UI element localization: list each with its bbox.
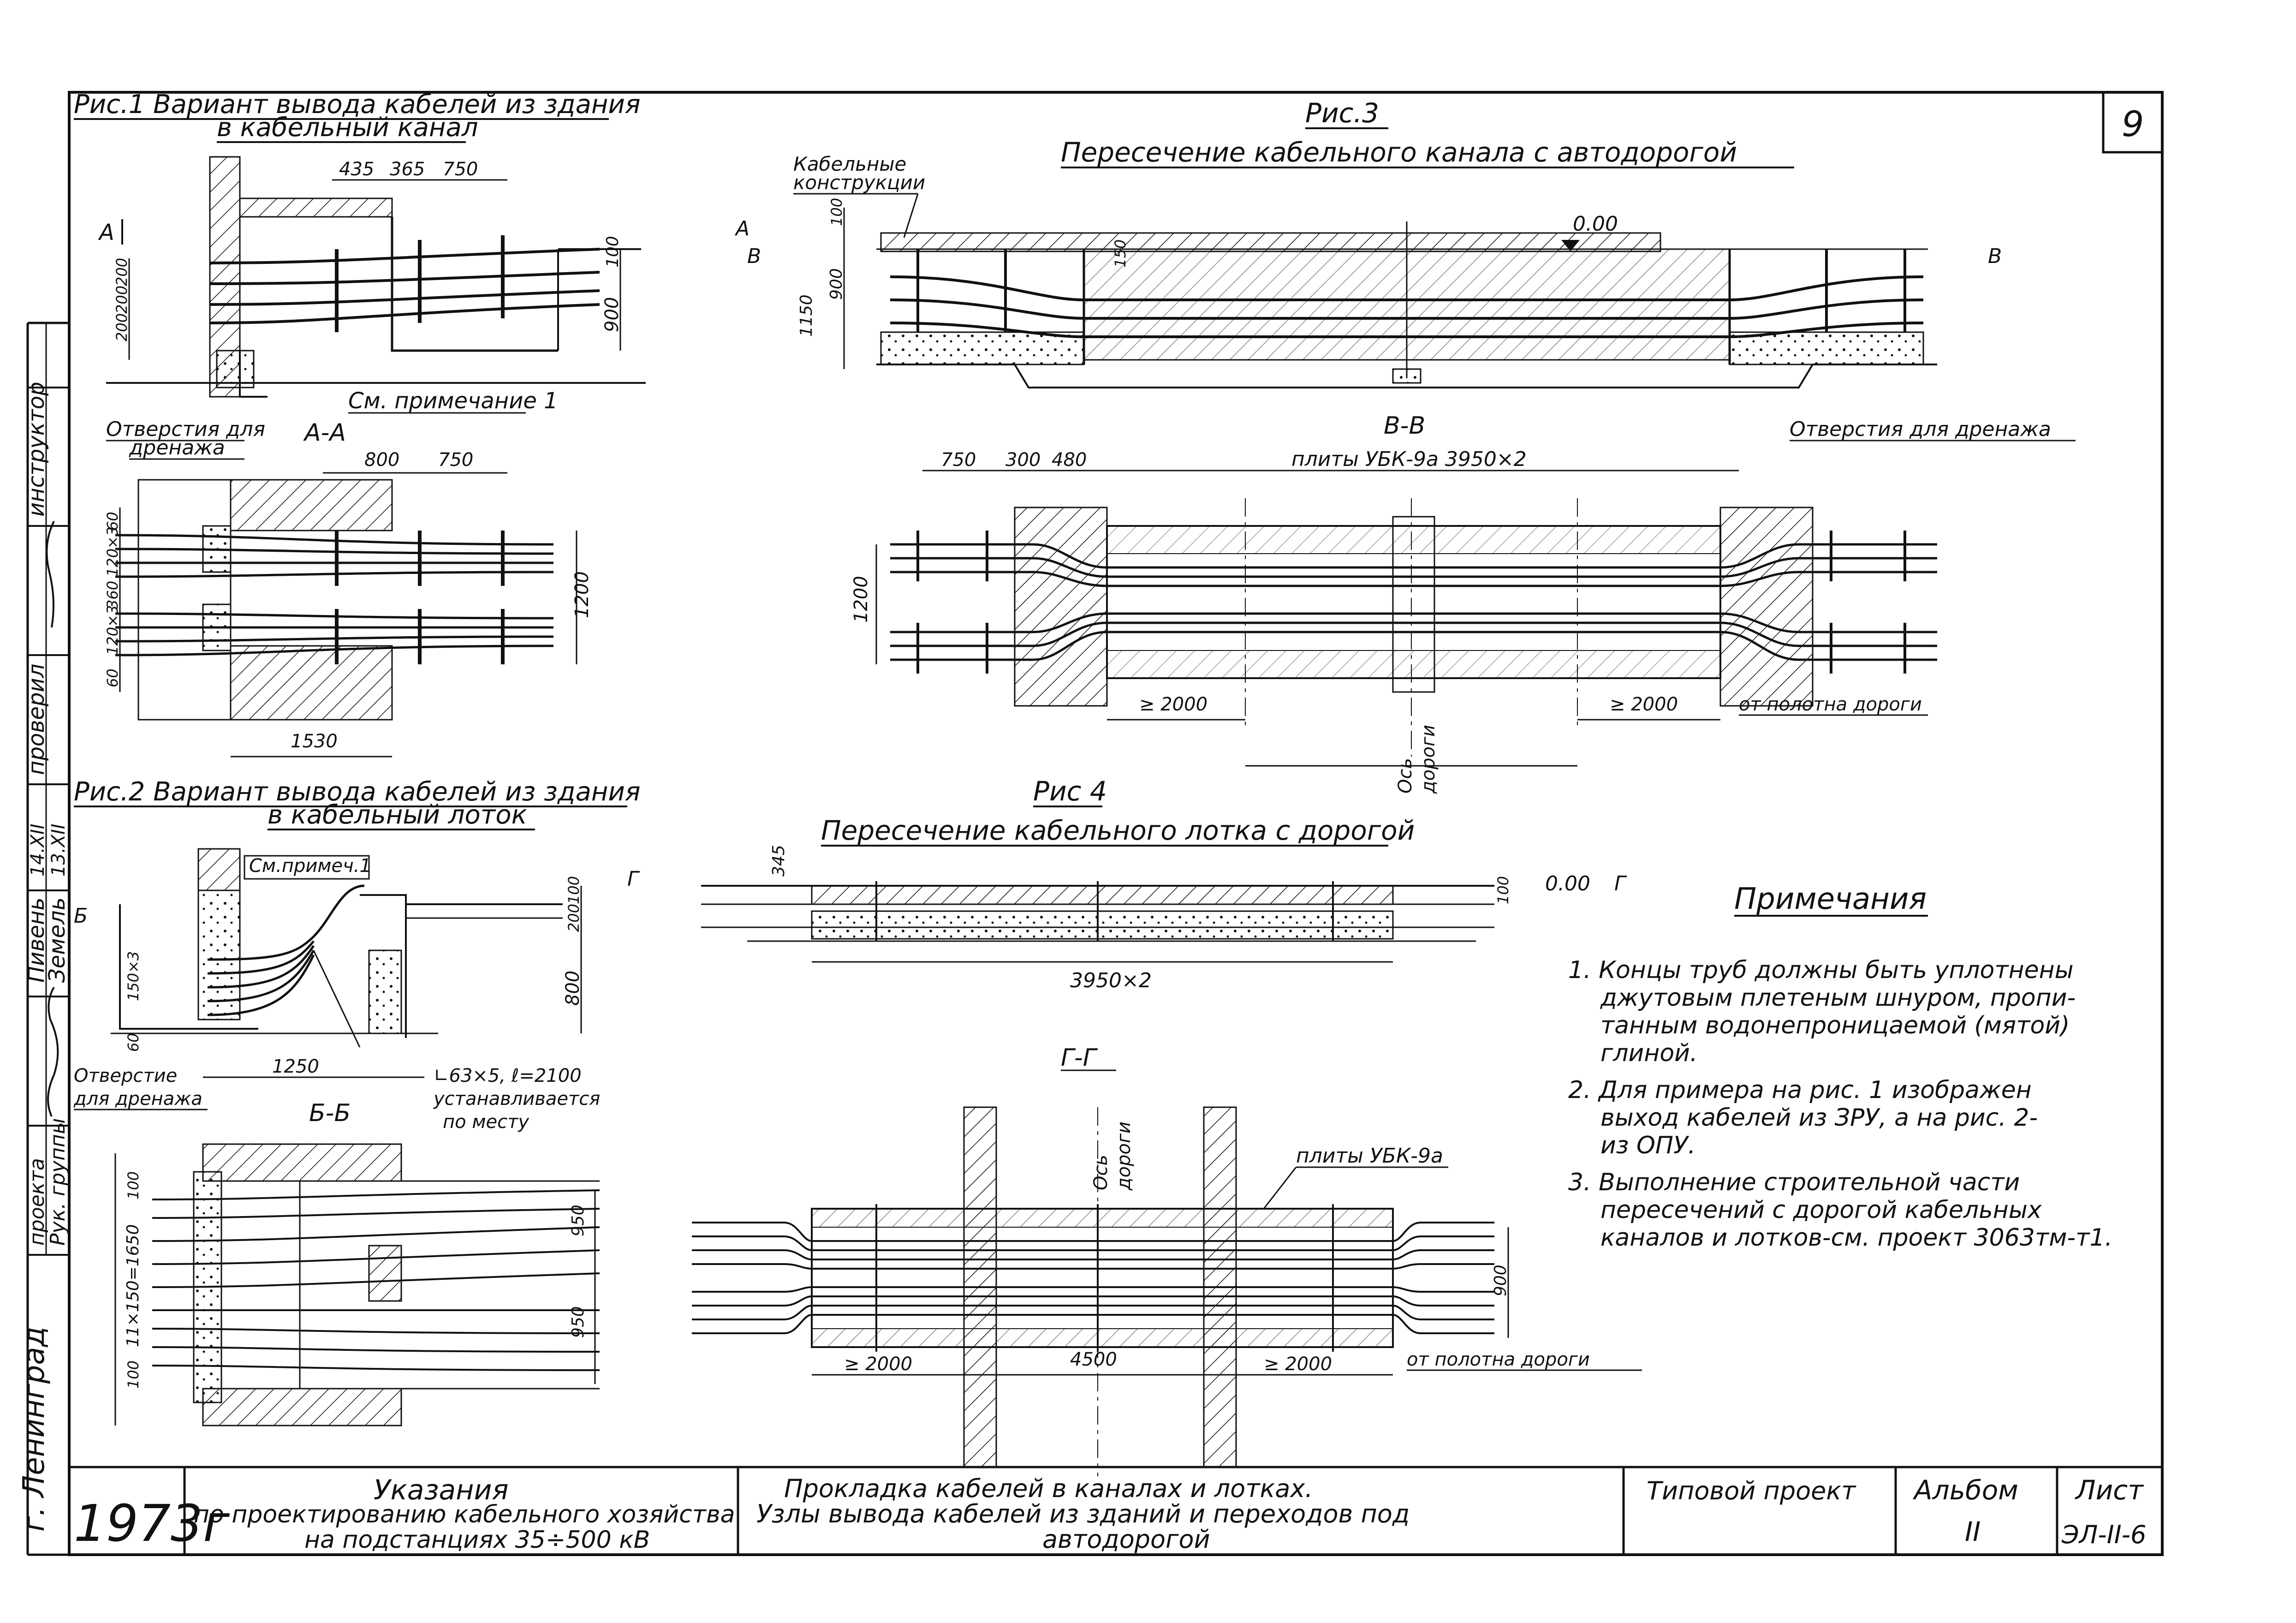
sec-aa-title: А-А: [304, 419, 346, 447]
title-block: [69, 1467, 2162, 1555]
sec-bb-title: Б-Б: [309, 1099, 351, 1127]
stamp-role-2: проекта: [25, 1158, 49, 1246]
fig4-level: 0.00: [1545, 872, 1590, 895]
stamp-role-5: проверил: [24, 663, 49, 775]
fig4-section-g: Г: [1614, 872, 1626, 895]
fig3-title-1: Рис.3: [1305, 97, 1379, 129]
sec-aa-dim-l5: 60: [104, 668, 121, 687]
sec-gg-dim-2000-left: ≥ 2000: [844, 1354, 913, 1375]
tb-album-label: Альбом: [1914, 1474, 2018, 1506]
note-3-line-1: 3. Выполнение строительной части: [1568, 1169, 2020, 1196]
sec-vv-dim-2000-right: ≥ 2000: [1610, 694, 1678, 715]
fig4-title-2: Пересечение кабельного лотка с дорогой: [821, 815, 1415, 846]
fig1-dim-900: 900: [601, 297, 623, 332]
fig3-dim-100: 100: [828, 197, 845, 226]
sec-vv-title: В-В: [1384, 412, 1426, 440]
sec-gg-dim-4500: 4500: [1070, 1349, 1117, 1370]
note-1-line-2: джутовым плетеным шнуром, пропи-: [1600, 984, 2076, 1012]
stamp-role-4: Пивень: [24, 897, 49, 983]
tb-sheet-title-1: Прокладка кабелей в каналах и лотках.: [784, 1474, 1313, 1503]
section-vv: [851, 412, 1937, 794]
signature-1: [47, 521, 54, 627]
fig4-tray-road-crossing: [701, 776, 1627, 992]
note-2-line-1: 2. Для примера на рис. 1 изображен: [1568, 1076, 2032, 1104]
sec-aa-dim-1200: 1200: [571, 571, 593, 618]
fig1-drain-1: Отверстия для: [106, 418, 266, 441]
side-stamp: [17, 323, 70, 1532]
tb-sheet-title-2: Узлы вывода кабелей из зданий и переходов под: [756, 1499, 1410, 1528]
fig2-section-g: Г: [627, 867, 639, 891]
sec-vv-dim-750: 750: [941, 449, 976, 471]
fig3-constructions-2: конструкции: [793, 171, 926, 194]
tb-sheet-label: Лист: [2076, 1474, 2143, 1506]
fig1-dim-l3: 200: [113, 313, 131, 341]
fig2-angle-2: устанавливается: [434, 1088, 601, 1110]
fig2-angle-3: по месту: [443, 1111, 529, 1133]
tb-sheet-title-3: автодорогой: [1042, 1525, 1210, 1554]
sec-gg-title: Г-Г: [1061, 1044, 1096, 1072]
fig4-dim-100: 100: [1494, 876, 1512, 904]
fig3-level: 0.00: [1573, 212, 1618, 236]
fig1-dim-365: 365: [390, 159, 425, 180]
note-1-line-1: 1. Концы труб должны быть уплотнены: [1568, 956, 2074, 984]
fig3-drain: Отверстия для дренажа: [1790, 418, 2051, 441]
fig3-dim-900: 900: [827, 268, 846, 300]
fig4-dim-span: 3950×2: [1070, 969, 1152, 992]
sec-bb-dim-100b: 100: [125, 1360, 142, 1389]
section-gg: [692, 1044, 1642, 1476]
fig4-dim-345: 345: [769, 845, 788, 877]
sec-bb-dim-100a: 100: [125, 1171, 142, 1199]
fig2-drain-2: для дренажа: [74, 1088, 202, 1110]
section-bb: [115, 1099, 600, 1426]
fig4-title-1: Рис 4: [1033, 776, 1107, 807]
sec-aa-dim-l3: 360: [104, 580, 121, 609]
fig2-title-1: Рис.2 Вариант вывода кабелей из здания: [74, 777, 641, 807]
fig2-dim-60: 60: [125, 1033, 142, 1052]
sec-vv-axis-2: дороги: [1418, 724, 1439, 794]
sec-bb-dim-950a: 950: [569, 1205, 588, 1236]
tb-doc-title-1: Указания: [374, 1474, 509, 1506]
tb-doc-title-2: по проектированию кабельного хозяйства: [194, 1501, 735, 1528]
section-aa: [104, 419, 593, 757]
sec-aa-dim-l2: 120×3: [104, 526, 121, 577]
fig2-section-b: Б: [74, 904, 88, 928]
sec-gg-road-edge: от полотна дороги: [1407, 1349, 1590, 1370]
fig2-angle-1: ∟63×5, ℓ=2100: [434, 1065, 582, 1086]
fig3-dim-1150: 1150: [797, 294, 816, 337]
tb-project-type: Типовой проект: [1647, 1476, 1856, 1505]
sec-gg-axis-2: дороги: [1113, 1121, 1135, 1190]
sec-aa-dim-1530: 1530: [291, 731, 338, 752]
fig3-section-a: А: [736, 217, 750, 240]
sec-bb-dim-950b: 950: [569, 1306, 588, 1338]
tb-sheet-value: ЭЛ-II-6: [2062, 1520, 2147, 1549]
fig1-title-2: в кабельный канал: [217, 113, 478, 143]
tb-year: 1973г: [74, 1494, 230, 1553]
note-2-line-3: из ОПУ.: [1600, 1132, 1696, 1159]
stamp-city: г. Ленинград: [17, 1326, 51, 1532]
sec-gg-plates: плиты УБК-9а: [1296, 1144, 1443, 1168]
stamp-date-2: 14.XII: [27, 823, 48, 877]
fig3-section-v-left: В: [747, 245, 761, 268]
fig2-dim-100: 100: [565, 876, 583, 904]
tb-doc-title-3: на подстанциях 35÷500 кВ: [304, 1526, 650, 1554]
sec-vv-axis-1: Ось: [1395, 758, 1416, 794]
fig1-dim-l2: 200: [113, 285, 131, 314]
fig3-channel-road-crossing: [734, 97, 2076, 441]
sec-aa-dim-l1: 60: [104, 512, 121, 531]
fig1-dim-750: 750: [443, 159, 478, 180]
note-1-line-4: глиной.: [1600, 1039, 1698, 1067]
fig1-title-1: Рис.1 Вариант вывода кабелей из здания: [74, 90, 641, 119]
notes-heading: Примечания: [1734, 882, 1927, 916]
sec-gg-dim-900: 900: [1491, 1265, 1510, 1296]
fig3-title-2: Пересечение кабельного канала с автодорогой: [1061, 137, 1737, 168]
sec-vv-dim-480: 480: [1052, 449, 1087, 471]
fig3-section-v-right: В: [1988, 245, 2002, 268]
stamp-role-1: Рук. группы: [46, 1118, 70, 1246]
fig3-constructions-1: Кабельные: [793, 153, 907, 175]
note-3-line-2: пересечений с дорогой кабельных: [1600, 1196, 2042, 1224]
sec-vv-dim-2000-left: ≥ 2000: [1139, 694, 1208, 715]
sec-aa-dim-750: 750: [438, 449, 474, 471]
note-3-line-3: каналов и лотков-см. проект 3063тм-т1.: [1600, 1224, 2113, 1252]
stamp-role-6: инструктор: [24, 382, 49, 517]
stamp-role-3: Земель: [44, 897, 70, 983]
fig1-cable-channel-exit: [74, 90, 646, 459]
stamp-date-1: 13.XII: [48, 823, 69, 877]
fig3-dim-150: 150: [1112, 239, 1129, 268]
fig1-note-ref: См. примечание 1: [348, 388, 558, 414]
sec-gg-dim-2000-right: ≥ 2000: [1264, 1354, 1332, 1375]
fig1-dim-435: 435: [339, 159, 375, 180]
sec-vv-road-edge: от полотна дороги: [1739, 694, 1922, 715]
fig2-note-ref: См.примеч.1: [249, 855, 371, 877]
sec-vv-dim-300: 300: [1005, 449, 1041, 471]
sec-gg-axis-1: Ось: [1090, 1154, 1112, 1190]
fig1-dim-l1: 200: [113, 257, 131, 286]
tb-album-value: II: [1965, 1516, 1981, 1547]
fig2-dim-200: 200: [565, 903, 583, 932]
fig2-dim-150x3: 150×3: [125, 951, 142, 1001]
sec-vv-plates: плиты УБК-9а 3950×2: [1291, 448, 1527, 471]
fig2-dim-1250: 1250: [272, 1056, 319, 1077]
sec-bb-dim-1650: 11×150=1650: [124, 1224, 143, 1347]
sec-vv-dim-1200: 1200: [851, 576, 872, 623]
fig2-drain-1: Отверстие: [74, 1065, 178, 1086]
fig2-title-2: в кабельный лоток: [268, 800, 527, 830]
notes-block: [1568, 882, 2112, 1252]
note-1-line-3: танным водонепроницаемой (мятой): [1600, 1012, 2070, 1039]
fig1-section-mark: А: [99, 220, 114, 245]
sheet-number: 9: [2122, 103, 2144, 144]
sec-aa-dim-l4: 120×3: [104, 605, 121, 655]
note-2-line-2: выход кабелей из ЗРУ, а на рис. 2-: [1600, 1104, 2038, 1132]
fig2-cable-tray-exit: [73, 777, 641, 1133]
fig2-dim-800: 800: [562, 970, 583, 1006]
fig1-dim-100: 100: [603, 236, 622, 268]
signature-2: [48, 987, 58, 1116]
sec-aa-dim-800: 800: [364, 449, 400, 471]
fig1-drain-2: дренажа: [129, 436, 225, 459]
